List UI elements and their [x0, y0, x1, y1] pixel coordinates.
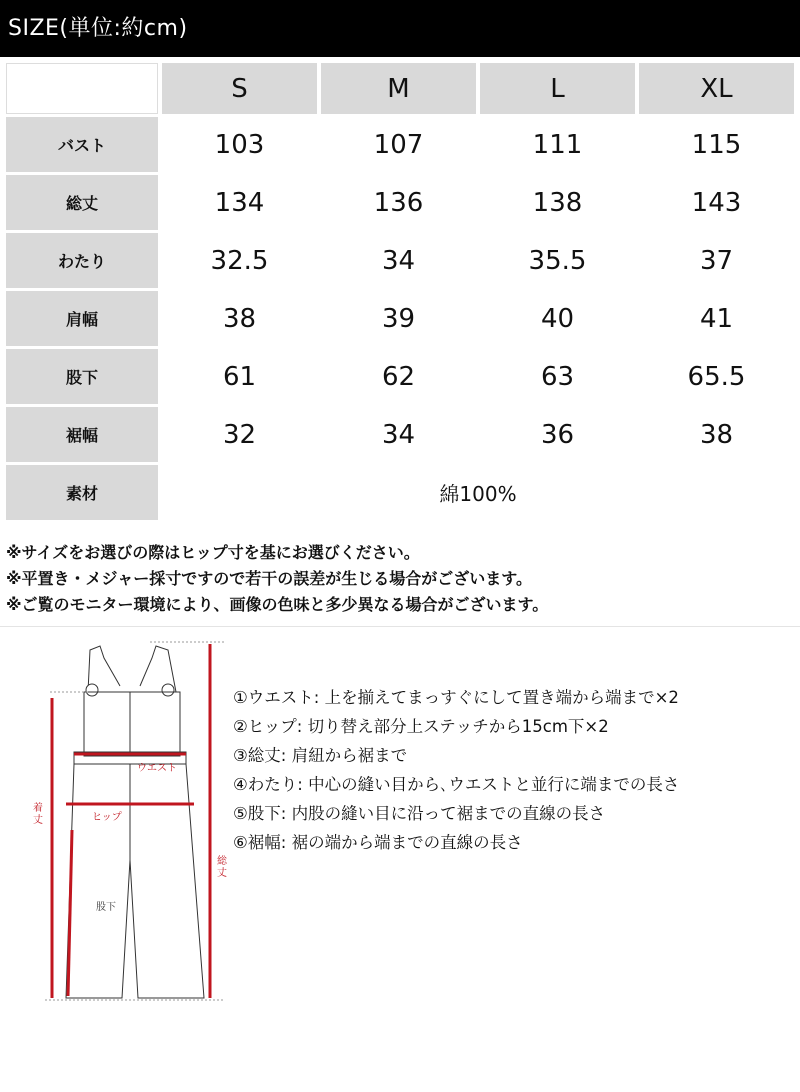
- row-label-bust: バスト: [6, 117, 158, 172]
- column-header-xl: XL: [639, 63, 794, 114]
- table-cell: 36: [480, 407, 635, 462]
- table-cell: 35.5: [480, 233, 635, 288]
- column-header-m: M: [321, 63, 476, 114]
- row-label-total-length: 総丈: [6, 175, 158, 230]
- table-cell: 41: [639, 291, 794, 346]
- table-row: [6, 349, 794, 404]
- table-cell: 134: [162, 175, 317, 230]
- table-cell: 136: [321, 175, 476, 230]
- diagram-label-length-right-1: 総: [217, 856, 227, 867]
- table-cell: 138: [480, 175, 635, 230]
- row-label-inseam: 股下: [6, 349, 158, 404]
- note-line: ※平置き・メジャー採寸ですので若干の誤差が生じる場合がございます。: [6, 569, 532, 588]
- table-row: [6, 175, 794, 230]
- row-label-shoulder: 肩幅: [6, 291, 158, 346]
- note-line: ※ご覧のモニター環境により、画像の色味と多少異なる場合がございます。: [6, 595, 549, 614]
- size-table-header-row: [6, 63, 794, 114]
- size-table: [2, 60, 798, 523]
- table-row: [6, 117, 794, 172]
- column-header-s: S: [162, 63, 317, 114]
- measurement-lines: [52, 644, 210, 998]
- table-cell: 39: [321, 291, 476, 346]
- column-header-l: L: [480, 63, 635, 114]
- row-label-material: 素材: [6, 465, 158, 520]
- table-cell: 63: [480, 349, 635, 404]
- diagram-label-waist: ウエスト: [137, 763, 177, 774]
- table-cell: 103: [162, 117, 317, 172]
- table-cell: 32: [162, 407, 317, 462]
- row-label-thigh: わたり: [6, 233, 158, 288]
- table-cell: 34: [321, 407, 476, 462]
- table-cell: 32.5: [162, 233, 317, 288]
- diagram-label-hip: ヒップ: [92, 812, 122, 823]
- row-label-hem-width: 裾幅: [6, 407, 158, 462]
- table-cell: 62: [321, 349, 476, 404]
- legend-item: ⑥裾幅: 裾の端から端までの直線の長さ: [233, 833, 523, 852]
- table-cell: 34: [321, 233, 476, 288]
- legend-item: ⑤股下: 内股の縫い目に沿って裾までの直線の長さ: [233, 804, 606, 823]
- table-cell: 115: [639, 117, 794, 172]
- table-cell: 38: [639, 407, 794, 462]
- legend-item: ④わたり: 中心の縫い目から､ウエストと並行に端までの長さ: [233, 775, 680, 794]
- measurement-diagram: [0, 630, 240, 1010]
- measurement-legend: [233, 683, 793, 857]
- table-cell: 111: [480, 117, 635, 172]
- table-cell: 38: [162, 291, 317, 346]
- table-cell: 143: [639, 175, 794, 230]
- table-cell: 65.5: [639, 349, 794, 404]
- notes: [6, 540, 796, 618]
- diagram-label-length-left-2: 丈: [33, 815, 43, 826]
- diagram-label-inseam: 股下: [96, 902, 116, 913]
- diagram-label-length-left-1: 着: [33, 803, 43, 814]
- legend-item: ②ヒップ: 切り替え部分上ステッチから15cm下×2: [233, 717, 609, 736]
- table-cell: 37: [639, 233, 794, 288]
- table-corner-cell: [6, 63, 158, 114]
- legend-item: ①ウエスト: 上を揃えてまっすぐにして置き端から端まで×2: [233, 688, 679, 707]
- table-row: [6, 291, 794, 346]
- table-cell: 40: [480, 291, 635, 346]
- divider: [0, 626, 800, 627]
- table-row: [6, 233, 794, 288]
- legend-item: ③総丈: 肩紐から裾まで: [233, 746, 408, 765]
- size-header-title: SIZE(単位:約cm): [8, 16, 188, 41]
- material-value: 綿100%: [162, 465, 794, 520]
- note-line: ※サイズをお選びの際はヒップ寸を基にお選びください。: [6, 543, 420, 562]
- table-cell: 107: [321, 117, 476, 172]
- size-header: [0, 0, 800, 57]
- diagram-label-length-right-2: 丈: [217, 868, 227, 879]
- table-cell: 61: [162, 349, 317, 404]
- table-row: [6, 407, 794, 462]
- table-row-material: [6, 465, 794, 520]
- overalls-illustration: [66, 646, 204, 998]
